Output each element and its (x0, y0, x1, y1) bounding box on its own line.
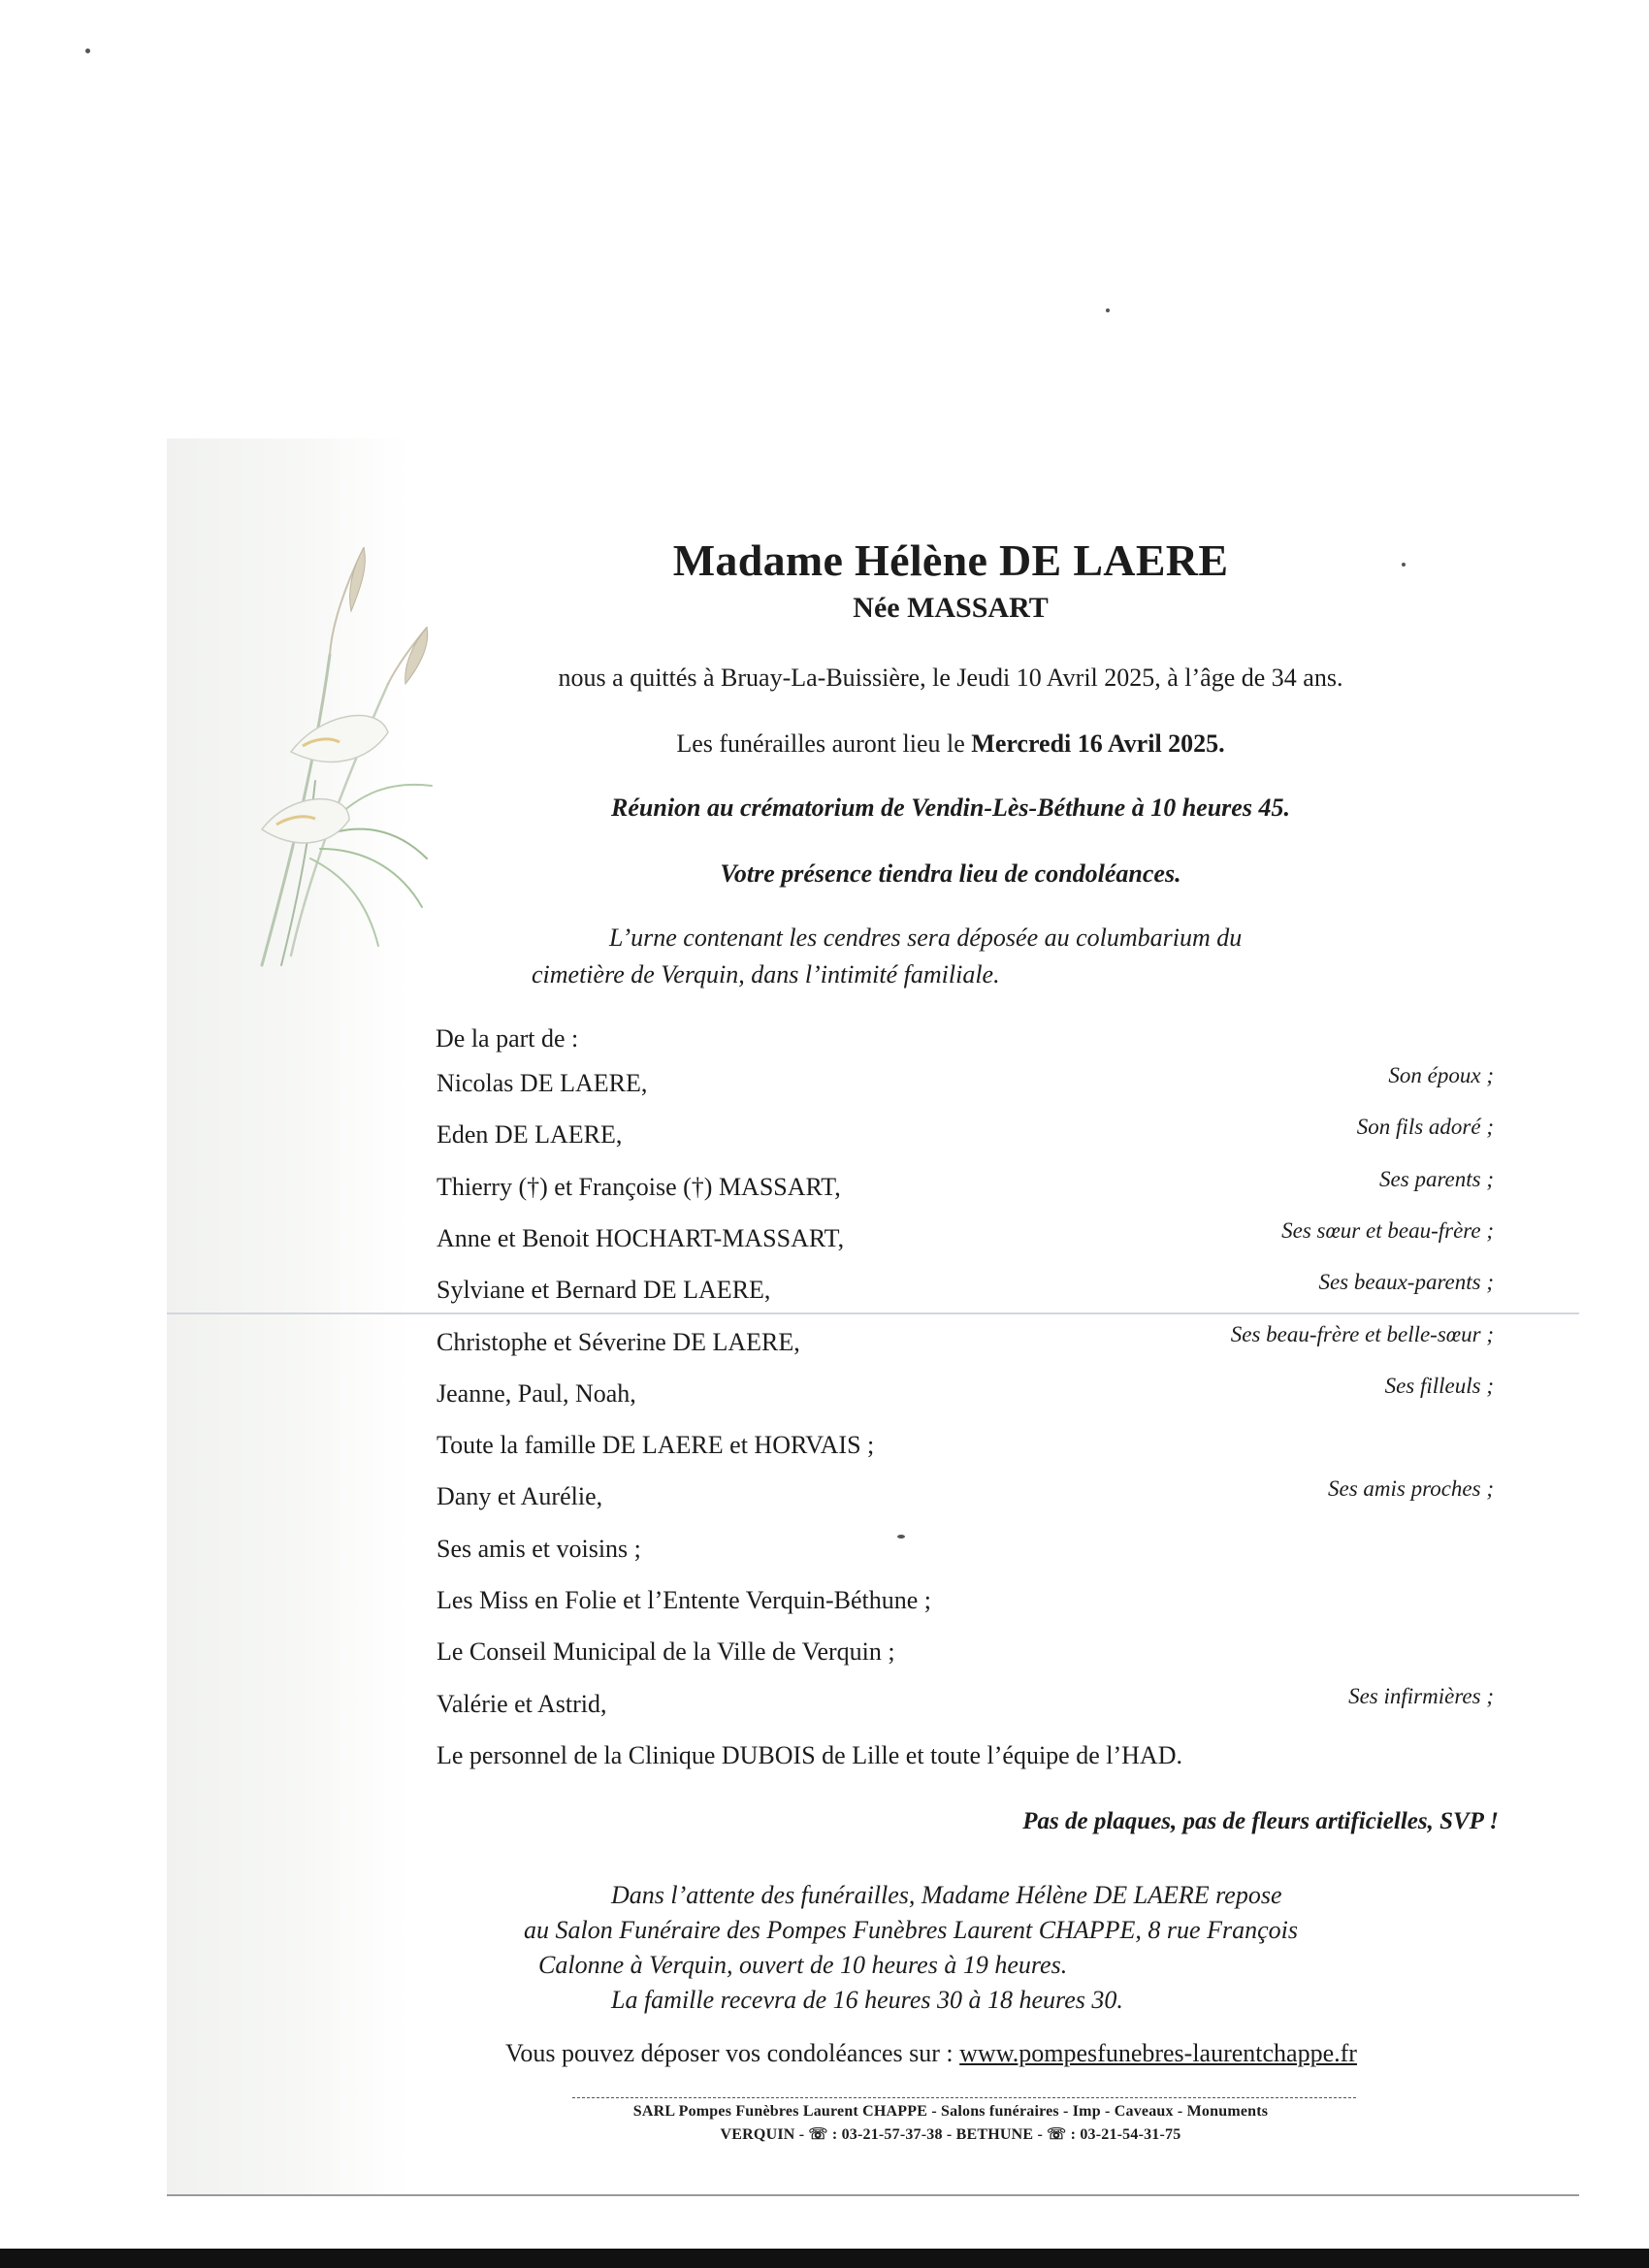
urn-line-1: L’urne contenant les cendres sera déposée au columbarium du (609, 923, 1243, 952)
family-member-relation: Ses sœur et beau-frère ; (1281, 1217, 1494, 1243)
family-member-name: Sylviane et Bernard DE LAERE, (436, 1276, 771, 1305)
scan-speck (1106, 308, 1110, 312)
repose-line-2: au Salon Funéraire des Pompes Funèbres Laurent CHAPPE, 8 rue François (524, 1916, 1298, 1944)
family-member-relation: Ses beaux-parents ; (1318, 1270, 1494, 1295)
crematorium-meeting: Réunion au crématorium de Vendin-Lès-Béthune à 10 heures 45. (611, 794, 1290, 822)
urn-paragraph (532, 920, 1327, 993)
family-member-name: Dany et Aurélie, (436, 1482, 603, 1511)
repose-line-3: Calonne à Verquin, ouvert de 10 heures à 19 heures. (538, 1951, 1068, 1979)
family-member-name: Eden DE LAERE, (436, 1120, 623, 1150)
death-announcement: nous a quittés à Bruay-La-Buissière, le Jeudi 10 Avril 2025, à l’âge de 34 ans. (558, 664, 1343, 692)
family-member-name: Anne et Benoit HOCHART-MASSART, (436, 1223, 845, 1252)
scan-speck (1402, 563, 1406, 567)
online-condolences (505, 2039, 1357, 2068)
family-member-name: Nicolas DE LAERE, (436, 1069, 648, 1097)
family-member-relation: Ses beau-frère et belle-sœur ; (1230, 1321, 1494, 1346)
footer-phones: VERQUIN - ☏ : 03-21-57-37-38 - BETHUNE - ☏ : 03-21-54-31-75 (720, 2126, 1181, 2143)
no-flowers-request: Pas de plaques, pas de fleurs artificielles, SVP ! (1022, 1808, 1499, 1834)
sheet-bottom-edge (167, 2194, 1579, 2196)
family-member-name: Toute la famille DE LAERE et HORVAIS ; (436, 1431, 875, 1460)
family-member-name: Ses amis et voisins ; (436, 1534, 641, 1563)
family-member-relation: Son fils adoré ; (1356, 1115, 1494, 1140)
condolences-note: Votre présence tiendra lieu de condoléances. (720, 859, 1181, 888)
lily-wheat-illustration (223, 538, 456, 975)
footer-divider (572, 2097, 1356, 2098)
deceased-name-title: Madame Hélène DE LAERE (672, 535, 1229, 585)
family-member-name: Thierry (†) et Françoise (†) MASSART, (436, 1172, 841, 1201)
family-member-name: Jeanne, Paul, Noah, (436, 1378, 636, 1408)
funeral-date-prefix: Les funérailles auront lieu le (676, 729, 972, 758)
family-member-name: Le personnel de la Clinique DUBOIS de Lille et toute l’équipe de l’HAD. (436, 1740, 1182, 1769)
scan-speck (897, 1535, 905, 1539)
urn-line-2: cimetière de Verquin, dans l’intimité familiale. (532, 960, 1000, 988)
family-list-label: De la part de : (436, 1024, 579, 1053)
family-member-name: Le Conseil Municipal de la Ville de Verquin ; (436, 1637, 895, 1667)
scan-speck (85, 49, 90, 53)
family-member-relation: Ses amis proches ; (1328, 1476, 1494, 1502)
footer-company: SARL Pompes Funèbres Laurent CHAPPE - Salons funéraires - Imp - Caveaux - Monuments (632, 2103, 1269, 2120)
family-member-name: Christophe et Séverine DE LAERE, (436, 1327, 800, 1356)
condolences-link[interactable]: www.pompesfunebres-laurentchappe.fr (959, 2039, 1357, 2067)
family-member-relation: Son époux ; (1388, 1063, 1494, 1087)
repose-paragraph (524, 1878, 1397, 2018)
repose-line-4: La famille recevra de 16 heures 30 à 18 heures 30. (611, 1986, 1123, 2014)
family-member-relation: Ses infirmières ; (1348, 1683, 1494, 1708)
maiden-name: Née MASSART (853, 592, 1049, 624)
paper-fold-line (167, 1312, 1579, 1314)
funeral-date: Mercredi 16 Avril 2025. (971, 729, 1225, 758)
family-member-relation: Ses parents ; (1379, 1166, 1494, 1191)
family-member-name: Valérie et Astrid, (436, 1689, 607, 1718)
family-member-name: Les Miss en Folie et l’Entente Verquin-Béthune ; (436, 1586, 932, 1614)
family-member-relation: Ses filleuls ; (1384, 1373, 1494, 1398)
funeral-date-line (456, 729, 1445, 759)
repose-line-1: Dans l’attente des funérailles, Madame Hélène DE LAERE repose (611, 1881, 1282, 1909)
condolences-prefix: Vous pouvez déposer vos condoléances sur : (505, 2039, 960, 2067)
scan-edge (0, 2249, 1649, 2268)
